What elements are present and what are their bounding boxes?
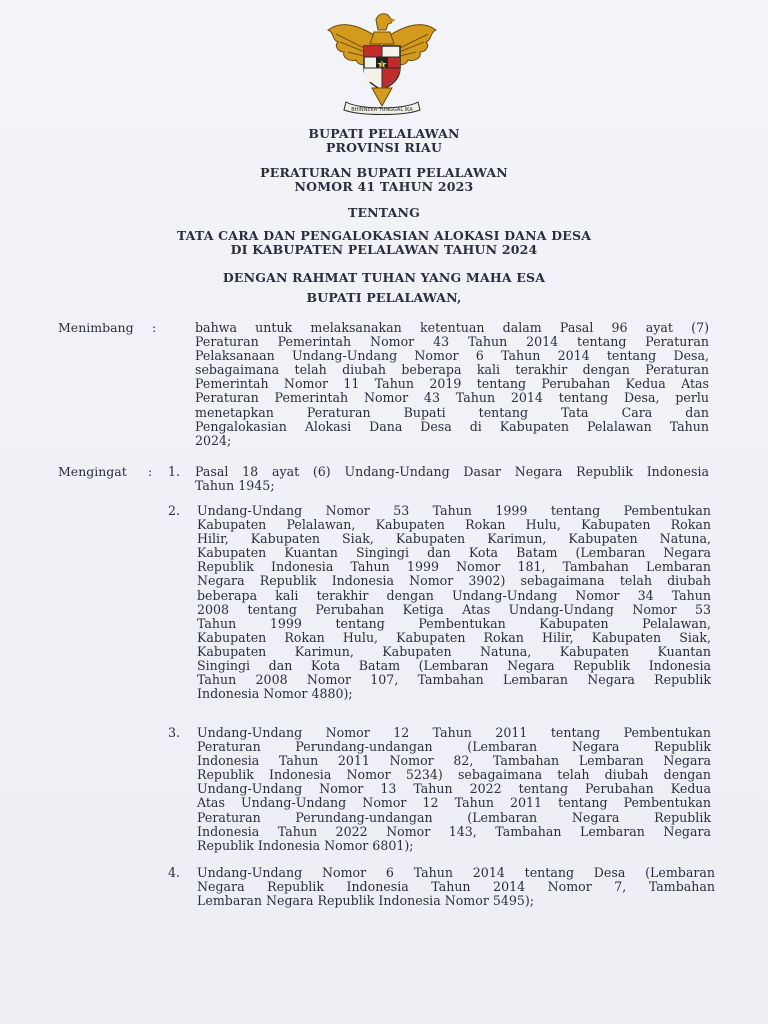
- text-line: Republik Indonesia Tahun 1999 Nomor 181, Tambahan Lembaran: [197, 559, 711, 575]
- text-line: Undang-Undang Nomor 53 Tahun 1999 tentang Pembentukan: [197, 503, 711, 518]
- garuda-emblem-icon: [324, 10, 440, 118]
- text-line: Singingi dan Kota Batam (Lembaran Negara Republik Indonesia: [197, 658, 711, 674]
- mengingat-colon: :: [148, 464, 153, 479]
- text-line: menetapkan Peraturan Bupati tentang Tata Cara dan: [195, 404, 709, 420]
- text-line: bahwa untuk melaksanakan ketentuan dalam Pasal 96 ayat (7): [195, 320, 709, 335]
- header-regent-title: BUPATI PELALAWAN: [308, 126, 460, 141]
- item-number: 2.: [168, 503, 181, 518]
- menimbang-colon: :: [152, 320, 157, 335]
- text-line: Peraturan Perundang-undangan (Lembaran Negara Republik: [197, 739, 711, 755]
- text-line: Undang-Undang Nomor 12 Tahun 2011 tentang Pembentukan: [197, 725, 711, 740]
- text-line: Negara Republik Indonesia Tahun 2014 Nomor 7, Tambahan: [197, 879, 715, 895]
- text-line: Pasal 18 ayat (6) Undang-Undang Dasar Negara Republik Indonesia: [195, 464, 709, 479]
- text-line: Pengalokasian Alokasi Dana Desa di Kabupaten Pelalawan Tahun: [195, 418, 709, 434]
- text-line: Undang-Undang Nomor 13 Tahun 2022 tentang Perubahan Kedua: [197, 781, 711, 797]
- text-line: Indonesia Tahun 2022 Nomor 143, Tambahan Lembaran Negara: [197, 823, 711, 839]
- text-line: Atas Undang-Undang Nomor 12 Tahun 2011 tentang Pembentukan: [197, 795, 711, 811]
- subject-line-2: DI KABUPATEN PELALAWAN TAHUN 2024: [230, 242, 538, 257]
- header-province: PROVINSI RIAU: [325, 140, 443, 155]
- text-line: 2008 tentang Perubahan Ketiga Atas Undang-Undang Nomor 53: [197, 601, 711, 617]
- text-line: Tahun 2008 Nomor 107, Tambahan Lembaran Negara Republik: [197, 672, 711, 688]
- text-line: Undang-Undang Nomor 6 Tahun 2014 tentang Desa (Lembaran: [197, 865, 715, 880]
- mengingat-item-1: [195, 465, 709, 493]
- emblem-motto: BHINNEKA TUNGGAL IKA: [351, 107, 413, 113]
- mengingat-item-2: [197, 504, 711, 701]
- text-line: Indonesia Tahun 2011 Nomor 82, Tambahan Lembaran Negara: [197, 753, 711, 769]
- text-line: Pemerintah Nomor 11 Tahun 2019 tentang Perubahan Kedua Atas: [195, 376, 709, 392]
- text-line: sebagaimana telah diubah beberapa kali terakhir dengan Peraturan: [195, 362, 709, 378]
- text-line: Kabupaten Kuantan Singingi dan Kota Batam (Lembaran Negara: [197, 545, 711, 561]
- text-line: Indonesia Nomor 4880);: [197, 686, 353, 702]
- text-line: Pelaksanaan Undang-Undang Nomor 6 Tahun 2014 tentang Desa,: [195, 348, 709, 364]
- text-line: Tahun 1999 tentang Pembentukan Kabupaten Pelalawan,: [197, 615, 711, 631]
- mengingat-label: Mengingat: [58, 464, 127, 479]
- mengingat-item-3: [197, 726, 711, 853]
- regulation-number: NOMOR 41 TAHUN 2023: [294, 179, 474, 194]
- text-line: Lembaran Negara Republik Indonesia Nomor 5495);: [197, 893, 535, 909]
- text-line: Negara Republik Indonesia Nomor 3902) sebagaimana telah diubah: [197, 573, 711, 589]
- menimbang-text: [195, 321, 709, 448]
- text-line: Peraturan Pemerintah Nomor 43 Tahun 2014 tentang Peraturan: [195, 334, 709, 350]
- text-line: Republik Indonesia Nomor 6801);: [197, 837, 414, 853]
- regent-signature-heading: BUPATI PELALAWAN,: [306, 290, 462, 305]
- item-number: 4.: [168, 865, 181, 880]
- text-line: Kabupaten Karimun, Kabupaten Natuna, Kabupaten Kuantan: [197, 643, 711, 659]
- regulation-title: PERATURAN BUPATI PELALAWAN: [260, 165, 508, 180]
- invocation: DENGAN RAHMAT TUHAN YANG MAHA ESA: [222, 270, 546, 285]
- text-line: Kabupaten Rokan Hulu, Kabupaten Rokan Hilir, Kabupaten Siak,: [197, 629, 711, 645]
- text-line: Republik Indonesia Nomor 5234) sebagaimana telah diubah dengan: [197, 767, 711, 783]
- text-line: beberapa kali terakhir dengan Undang-Undang Nomor 34 Tahun: [197, 587, 711, 603]
- item-number: 3.: [168, 725, 181, 740]
- text-line: Kabupaten Pelalawan, Kabupaten Rokan Hulu, Kabupaten Rokan: [197, 517, 711, 533]
- text-line: Tahun 1945;: [195, 478, 275, 494]
- text-line: Peraturan Perundang-undangan (Lembaran Negara Republik: [197, 809, 711, 825]
- subject-line-1: TATA CARA DAN PENGALOKASIAN ALOKASI DANA DESA: [176, 228, 592, 243]
- about-label: TENTANG: [347, 205, 421, 220]
- item-number: 1.: [168, 464, 181, 479]
- menimbang-label: Menimbang: [58, 320, 134, 335]
- text-line: Peraturan Pemerintah Nomor 43 Tahun 2014 tentang Desa, perlu: [195, 390, 709, 406]
- text-line: Hilir, Kabupaten Siak, Kabupaten Karimun, Kabupaten Natuna,: [197, 531, 711, 547]
- text-line: 2024;: [195, 432, 232, 448]
- mengingat-item-4: [197, 866, 715, 908]
